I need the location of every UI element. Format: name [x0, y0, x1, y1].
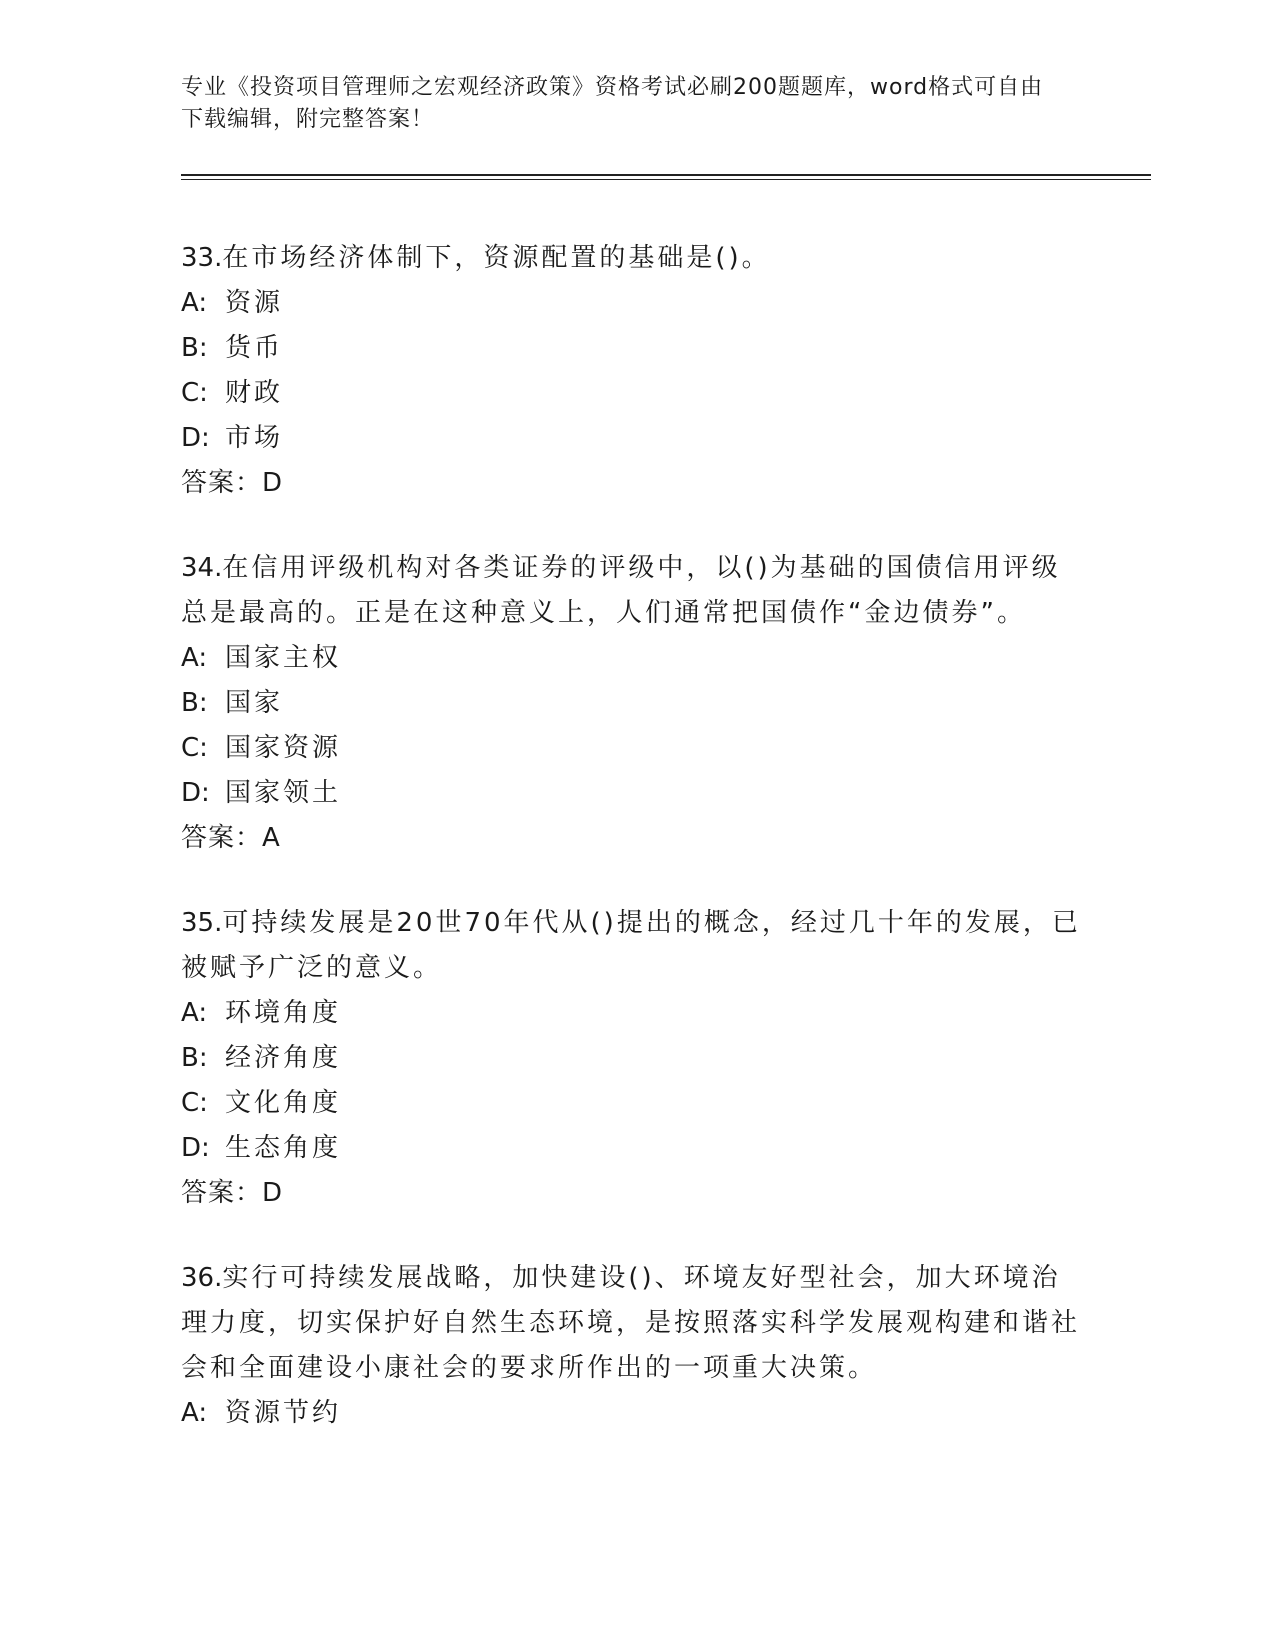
option-key: B: — [181, 333, 208, 363]
question-33 — [181, 236, 1081, 506]
header-divider — [181, 174, 1151, 180]
option-a — [181, 281, 1081, 326]
question-text: 在市场经济体制下，资源配置的基础是()。 — [222, 243, 771, 273]
answer: 答案：A — [181, 823, 281, 853]
option-text: 国家主权 — [225, 643, 342, 673]
question-text: 实行可持续发展战略，加快建设()、环境友好型社会，加大环境治理力度，切实保护好自然生态环境，是按照落实科学发展观构建和谐社会和全面建设小康社会的要求所作出的一项重大决策。 — [181, 1263, 1081, 1383]
option-text: 环境角度 — [225, 998, 342, 1028]
option-a — [181, 1391, 1081, 1436]
option-text: 市场 — [225, 423, 284, 453]
question-number: 33. — [181, 243, 223, 273]
question-stem — [181, 236, 1081, 281]
question-35 — [181, 901, 1081, 1216]
option-a — [181, 636, 1081, 681]
option-key: D: — [181, 1133, 210, 1163]
option-key: B: — [181, 1043, 208, 1073]
option-d — [181, 771, 1081, 816]
document-header: 专业《投资项目管理师之宏观经济政策》资格考试必刷200题题库，word格式可自由下载编辑，附完整答案！ — [181, 75, 1044, 132]
question-stem — [181, 1256, 1081, 1391]
question-stem — [181, 546, 1081, 636]
option-text: 资源节约 — [225, 1398, 342, 1428]
option-key: C: — [181, 1088, 208, 1118]
option-key: B: — [181, 688, 208, 718]
answer: 答案：D — [181, 468, 284, 498]
option-text: 资源 — [225, 288, 284, 318]
option-text: 财政 — [225, 378, 284, 408]
option-text: 经济角度 — [225, 1043, 342, 1073]
option-text: 国家领土 — [225, 778, 342, 808]
option-key: C: — [181, 733, 208, 763]
option-text: 生态角度 — [225, 1133, 342, 1163]
option-d — [181, 1126, 1081, 1171]
option-key: C: — [181, 378, 208, 408]
option-key: D: — [181, 778, 210, 808]
question-stem — [181, 901, 1081, 991]
option-key: A: — [181, 998, 208, 1028]
question-number: 34. — [181, 553, 223, 583]
option-b — [181, 326, 1081, 371]
option-b — [181, 1036, 1081, 1081]
option-text: 国家 — [225, 688, 284, 718]
question-number: 36. — [181, 1263, 223, 1293]
question-36 — [181, 1256, 1081, 1436]
option-key: D: — [181, 423, 210, 453]
option-key: A: — [181, 643, 208, 673]
answer: 答案：D — [181, 1178, 284, 1208]
question-text: 可持续发展是20世70年代从()提出的概念，经过几十年的发展，已被赋予广泛的意义。 — [181, 908, 1081, 983]
option-key: A: — [181, 288, 208, 318]
option-d — [181, 416, 1081, 461]
question-list — [181, 236, 1081, 1476]
option-text: 文化角度 — [225, 1088, 342, 1118]
option-c — [181, 371, 1081, 416]
option-key: A: — [181, 1398, 208, 1428]
question-34 — [181, 546, 1081, 861]
option-c — [181, 726, 1081, 771]
option-text: 国家资源 — [225, 733, 342, 763]
question-number: 35. — [181, 908, 223, 938]
option-c — [181, 1081, 1081, 1126]
option-a — [181, 991, 1081, 1036]
option-b — [181, 681, 1081, 726]
question-text: 在信用评级机构对各类证券的评级中，以()为基础的国债信用评级总是最高的。正是在这种意义上，人们通常把国债作“金边债券”。 — [181, 553, 1061, 628]
option-text: 货币 — [225, 333, 284, 363]
